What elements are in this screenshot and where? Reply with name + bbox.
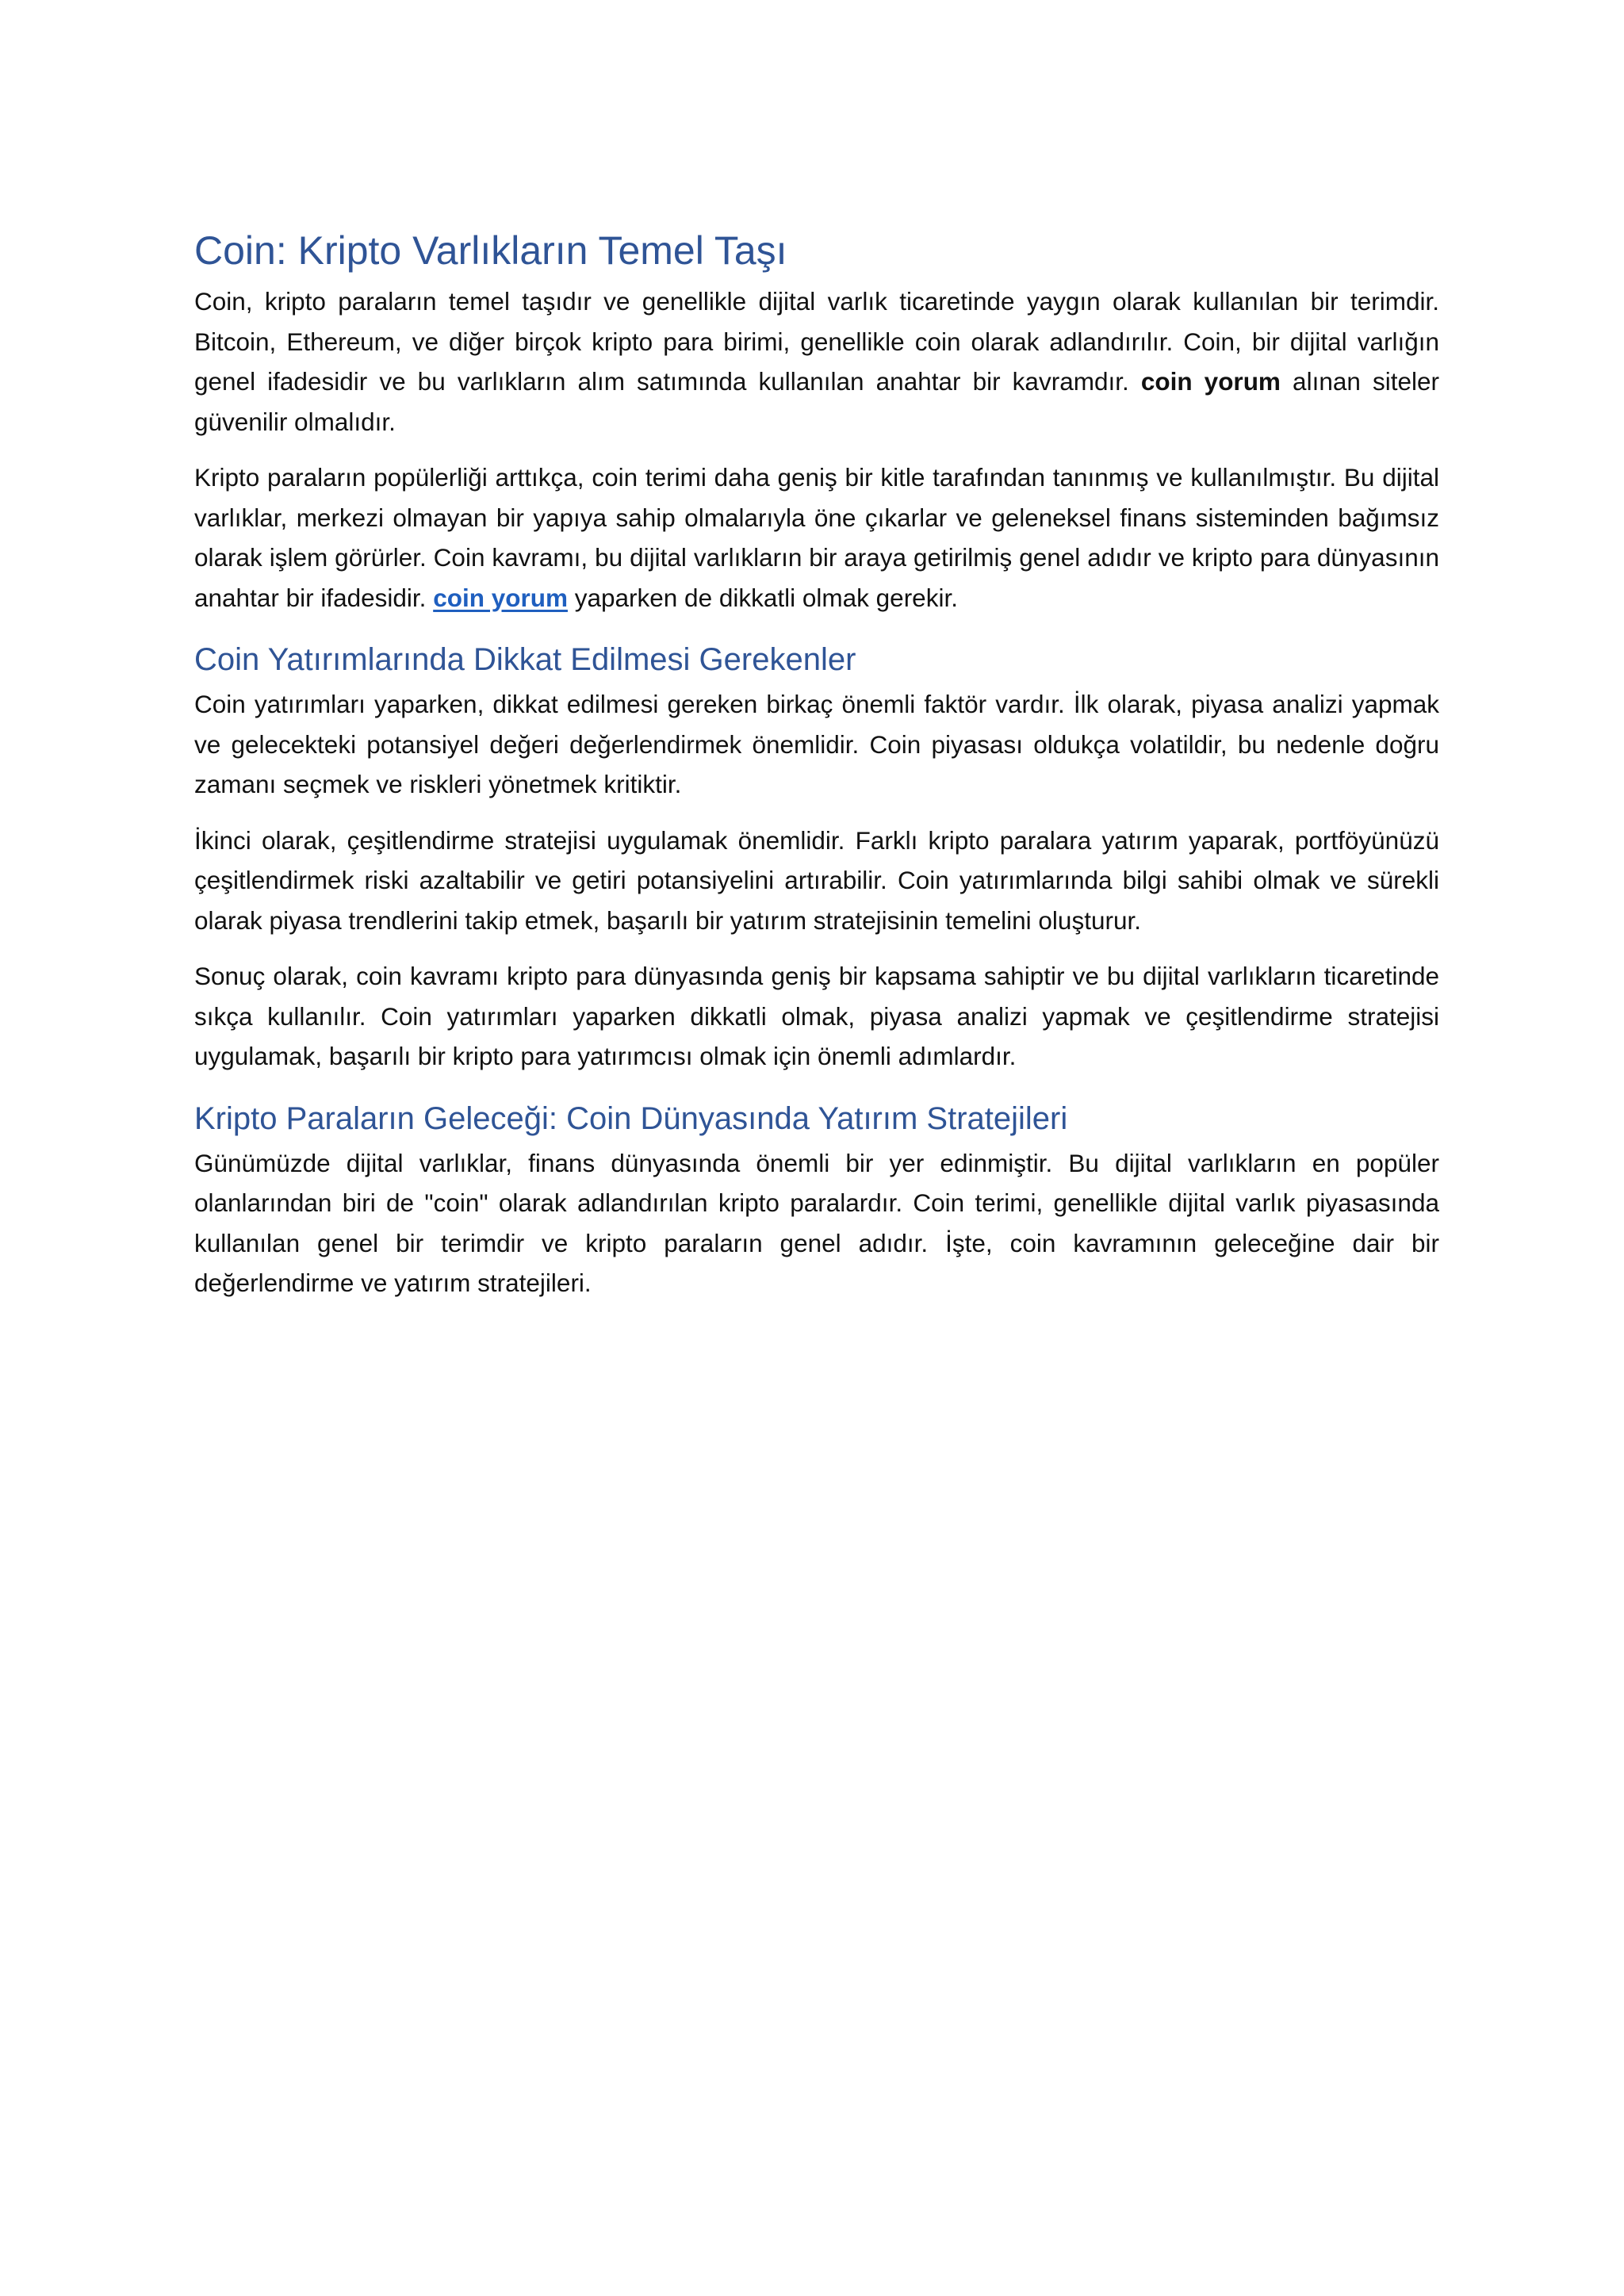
intro-paragraph-1 xyxy=(194,281,1439,442)
intro-paragraph-2-text: Kripto paraların popülerliği arttıkça, coin terimi daha geniş bir kitle tarafından tanınmış ve kullanılmıştır. Bu dijital varlıklar, merkezi olmayan bir yapıya sahip olmalarıyla öne çıkarlar ve geleneksel finans sisteminden bağımsız olarak işlem görürler. Coin kavramı, bu dijital varlıkların bir araya getirilmiş genel adıdır ve kripto para dünyasının anahtar bir ifadesidir. xyxy=(194,463,1439,612)
intro-paragraph-1-text: Coin, kripto paraların temel taşıdır ve genellikle dijital varlık ticaretinde yaygın olarak kullanılan bir terimdir. Bitcoin, Ethereum, ve diğer birçok kripto para birimi, genellikle coin olarak adlandırılır. Coin, bir dijital varlığın genel ifadesidir ve bu varlıkların alım satımında kullanılan anahtar bir kavramdır. xyxy=(194,287,1439,396)
section2-paragraph-1: Günümüzde dijital varlıklar, finans dünyasında önemli bir yer edinmiştir. Bu dijital varlıkların en popüler olanlarından biri de "coin" olarak adlandırılan kripto paralardır. Coin terimi, genellikle dijital varlık piyasasında kullanılan genel bir terimdir ve kripto paraların genel adıdır. İşte, coin kavramının geleceğine dair bir değerlendirme ve yatırım stratejileri. xyxy=(194,1148,1439,1297)
document-body xyxy=(194,226,1439,1303)
bold-keyword: coin yorum xyxy=(1140,367,1281,396)
section1-paragraph-2: İkinci olarak, çeşitlendirme stratejisi uygulamak önemlidir. Farklı kripto paralara yatırım yaparak, portföyünüzü çeşitlendirmek riski azaltabilir ve getiri potansiyelini artırabilir. Coin yatırımlarında bilgi sahibi olmak ve sürekli olarak piyasa trendlerini takip etmek, başarılı bir yatırım stratejisinin temelini oluşturur. xyxy=(194,825,1439,935)
document-title: Coin: Kripto Varlıkların Temel Taşı xyxy=(194,228,787,273)
section1-paragraph-3: Sonuç olarak, coin kavramı kripto para dünyasında geniş bir kapsama sahiptir ve bu dijital varlıkların ticaretinde sıkça kullanılır. Coin yatırımları yaparken dikkatli olmak, piyasa analizi yapmak ve çeşitlendirme stratejisi uygulamak, başarılı bir kripto para yatırımcısı olmak için önemli adımlardır. xyxy=(194,962,1439,1070)
coin-yorum-link[interactable]: coin yorum xyxy=(433,583,568,612)
section-heading-future-strategies: Kripto Paraların Geleceği: Coin Dünyasında Yatırım Stratejileri xyxy=(194,1100,1068,1136)
intro-paragraph-1-tail: alınan siteler güvenilir olmalıdır. xyxy=(194,367,1439,436)
intro-paragraph-2-tail: yaparken de dikkatli olmak gerekir. xyxy=(567,583,958,612)
section-heading-investment-tips: Coin Yatırımlarında Dikkat Edilmesi Gerekenler xyxy=(194,642,856,677)
section1-paragraph-1: Coin yatırımları yaparken, dikkat edilmesi gereken birkaç önemli faktör vardır. İlk olarak, piyasa analizi yapmak ve gelecekteki potansiyel değeri değerlendirmek önemlidir. Coin piyasası oldukça volatildir, bu nedenle doğru zamanı seçmek ve riskleri yönetmek kritiktir. xyxy=(194,690,1439,798)
intro-paragraph-2 xyxy=(194,457,1439,618)
